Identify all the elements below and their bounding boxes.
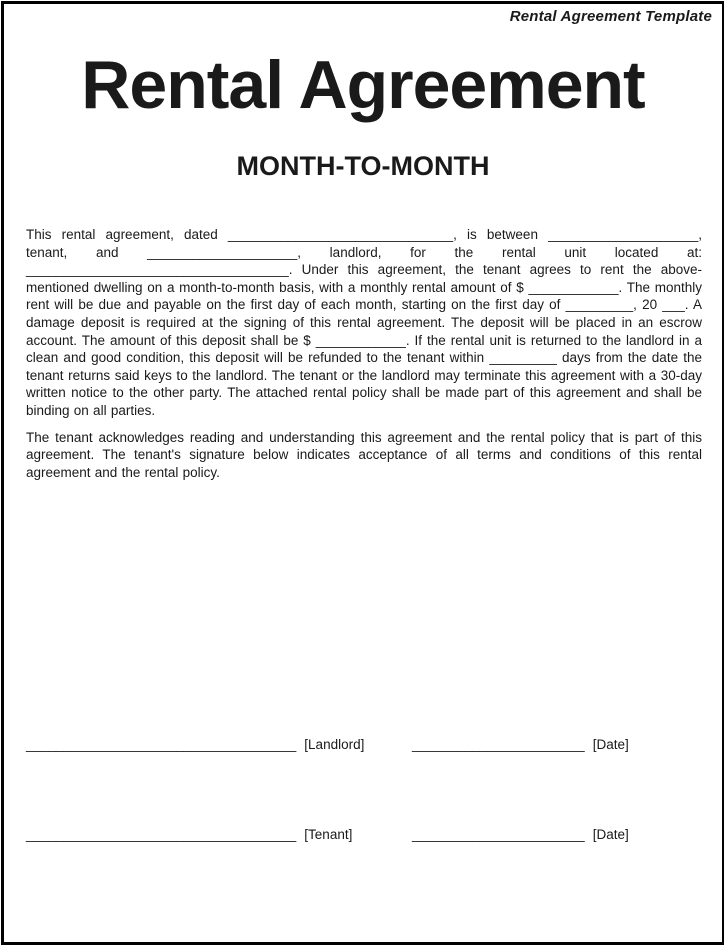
agreement-paragraph-1: This rental agreement, dated ______________________________, is between ____________________, tenant, and ____________________, landlord, for the rental unit located at: ___________________________________. Under this agreement, the tenant agrees to rent the above-mentioned dwelling on a month-to-month basis, with a monthly rental amount of $ ____________. The monthly rent will be due and payable on the first day of each month, starting on the first day of _________, 20 ___. A damage deposit is required at the signing of this rental agreement. The deposit will be placed in an escrow account. The amount of this deposit shall be $ ____________. If the rental unit is returned to the landlord in a clean and good condition, this deposit will be refunded to the tenant within _________ days from the date the tenant returns said keys to the landlord. The tenant or the landlord may terminate this agreement with a 30-day written notice to the other party. The attached rental policy shall be made part of this agreement and shall be binding on all parties. bbox=[26, 227, 702, 418]
tenant-date-line: _______________________ bbox=[412, 827, 585, 842]
landlord-signature-line: ____________________________________ bbox=[26, 737, 297, 752]
document-subtitle: MONTH-TO-MONTH bbox=[236, 151, 490, 181]
landlord-date-group bbox=[412, 737, 629, 752]
landlord-signature-row bbox=[26, 737, 702, 752]
page bbox=[1, 1, 724, 945]
landlord-label: [Landlord] bbox=[304, 737, 365, 752]
page-header bbox=[4, 4, 722, 25]
tenant-signature-line: ____________________________________ bbox=[26, 827, 297, 842]
tenant-date-group bbox=[412, 827, 629, 842]
landlord-date-label: [Date] bbox=[592, 737, 629, 752]
tenant-date-label: [Date] bbox=[592, 827, 629, 842]
tenant-label: [Tenant] bbox=[304, 827, 353, 842]
agreement-paragraph-2: The tenant acknowledges reading and understanding this agreement and the rental policy that is part of this agreement. The tenant's signature below indicates acceptance of all terms and conditions of this rental agreement and the rental policy. bbox=[26, 429, 702, 480]
tenant-signature-row bbox=[26, 827, 702, 842]
landlord-date-line: _______________________ bbox=[412, 737, 585, 752]
document-title: Rental Agreement bbox=[81, 47, 645, 123]
header-title: Rental Agreement Template bbox=[509, 8, 712, 25]
